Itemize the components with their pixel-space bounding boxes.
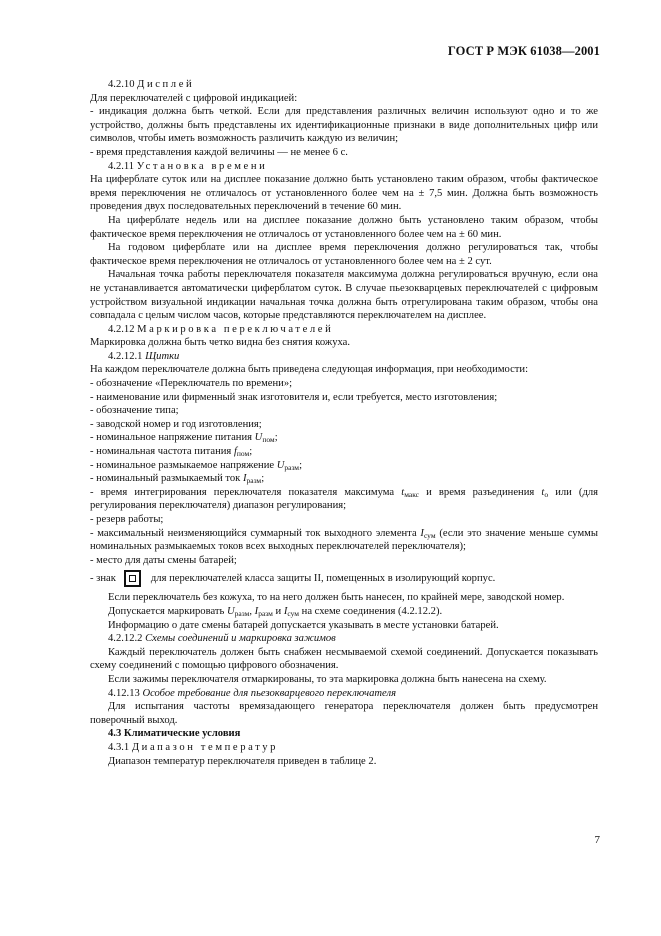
list-item: - время интегрирования переключателя показателя максимума $t_{макс}$ и время разъединения $t_о$ или (для регулирования переключателя) диапазон регулирования;	[90, 486, 599, 512]
paragraph: На годовом циферблате или на дисплее время переключения должно регулироваться так, чтобы фактическое время переключения не отличалось от установленного более чем на ± 2 сут.	[90, 242, 598, 267]
para-4-2-10-intro: Для переключателей с цифровой индикацией:	[90, 92, 298, 104]
paragraph: Каждый переключатель должен быть снабжен несмываемой схемой соединений. Допускается показывать схему соединений с помощью цифрового обозначения.	[90, 646, 598, 672]
page-number: 7	[594, 834, 600, 846]
heading-4-2-12-2: 4.2.12.2 Схемы соединений и маркировка зажимов	[108, 633, 336, 645]
paragraph: Маркировка должна быть четко видна без снятия кожуха.	[90, 337, 350, 349]
heading-4-2-12: 4.2.12 Маркировка переключателей	[108, 323, 334, 335]
list-item: - номинальное напряжение питания $U_{пом}$;	[90, 432, 278, 445]
list-item: - время представления каждой величины — не менее 6 с.	[90, 146, 348, 158]
list-item: - обозначение «Переключатель по времени»;	[90, 378, 293, 390]
paragraph: На каждом переключателе должна быть приведена следующая информация, при необходимости:	[90, 364, 529, 376]
heading-4-2-10: 4.2.10 Дисплей	[108, 79, 195, 90]
paragraph: Для испытания частоты времязадающего генератора переключателя должен быть предусмотрен поверочный выход.	[90, 701, 598, 726]
list-item: - резерв работы;	[90, 514, 164, 525]
list-item: - номинальная частота питания $f_{пом}$;	[90, 446, 253, 459]
paragraph: Допускается маркировать $U_{разм}$, $I_{разм}$ и $I_{сум}$ на схеме соединения (4.2.12.2).	[108, 605, 443, 618]
paragraph: Информацию о дате смены батарей допускается указывать в месте установки батарей.	[108, 619, 499, 631]
paragraph: Если переключатель без кожуха, то на него должен быть нанесен, по крайней мере, заводской номер.	[108, 592, 565, 604]
heading-4-2-11: 4.2.11 Установка времени	[108, 160, 268, 172]
double-square-icon	[124, 570, 141, 587]
list-item: - заводской номер и год изготовления;	[90, 418, 262, 430]
list-item: - номинальное размыкаемое напряжение $U_{разм}$;	[90, 459, 303, 472]
paragraph: Диапазон температур переключателя приведен в таблице 2.	[108, 755, 377, 767]
paragraph: На циферблате суток или на дисплее показание должно быть установлено таким образом, чтобы фактическое время переключения не отличалось от установленного более чем на ± 7,5 мин. Должна быть возможность проведения двух последовательных переключений в течение 60 мин.	[90, 174, 598, 213]
paragraph: На циферблате недель или на дисплее показание должно быть установлено таким образом, чтобы фактическое время переключения не отличалось от установленного более чем на ± 60 мин.	[90, 214, 598, 240]
heading-4-2-12-1: 4.2.12.1 Щитки	[108, 350, 180, 362]
list-item: - индикация должна быть четкой. Если для представления различных величин используют одно и то же устройство, должны быть представлены их идентификационные признаки в виде дополнительных цифр или символов, чтобы иметь возможность различить каждую из величин;	[90, 106, 598, 145]
list-item: - наименование или фирменный знак изготовителя и, если требуется, место изготовления;	[90, 391, 498, 403]
list-item: - обозначение типа;	[90, 405, 179, 417]
list-item: - номинальный размыкаемый ток $I_{разм}$;	[90, 473, 265, 486]
list-item: - знак для переключателей класса защиты II, помещенных в изолирующий корпус.	[90, 570, 598, 587]
page-content	[90, 78, 598, 768]
heading-4-12-13: 4.12.13 Особое требование для пьезокварцевого переключателя	[108, 687, 397, 699]
paragraph: Если зажимы переключателя отмаркированы, то эта маркировка должна быть нанесена на схему.	[108, 673, 547, 685]
heading-4-3: 4.3 Климатические условия	[108, 728, 241, 740]
list-item: - место для даты смены батарей;	[90, 554, 237, 566]
paragraph: Начальная точка работы переключателя показателя максимума должна регулироваться вручную, если она не устанавливается автоматически циферблатом суток. В случае пьезокварцевых переключателей с цифровым устройством визуальной индикации начальная точка должна быть отрегулирована таким образом, чтобы она совпадала с целым числом часов, которые представляются переключателем на дисплее.	[90, 269, 598, 322]
heading-4-3-1: 4.3.1 Диапазон температур	[108, 741, 279, 753]
list-item: - максимальный неизменяющийся суммарный ток выходного элемента $I_{сум}$ (если это значение меньше суммы номинальных размыкаемых токов всех выходных переключателей переключателя);	[90, 527, 598, 553]
standard-header: ГОСТ Р МЭК 61038—2001	[447, 44, 600, 58]
